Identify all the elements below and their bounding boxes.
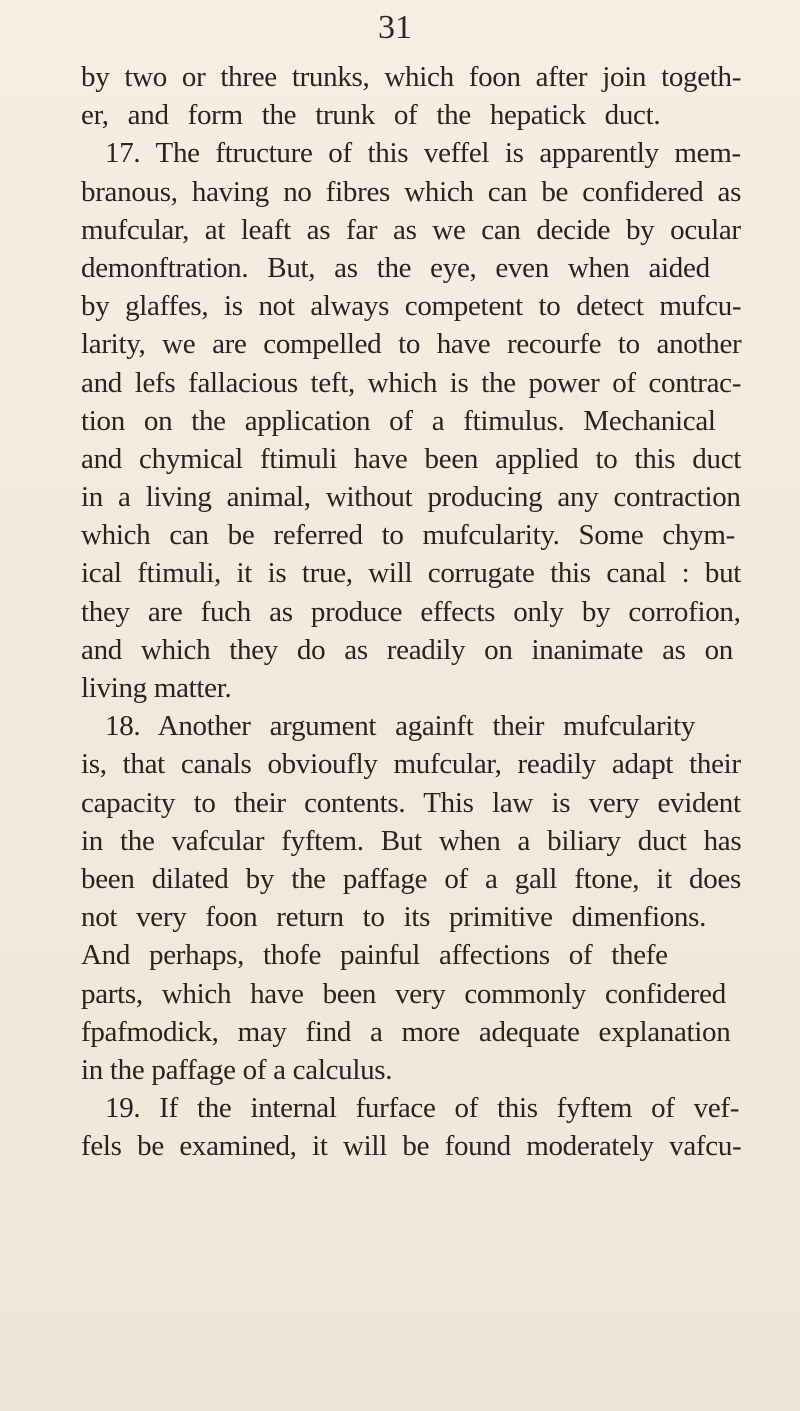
text-line: by glaffes, is not always competent to detect mufcu-: [81, 290, 742, 323]
text-line: not very foon return to its primitive dimenfions.: [81, 901, 707, 934]
text-line: is, that canals obvioufly mufcular, readily adapt their: [81, 748, 741, 781]
body-text: [81, 58, 741, 1165]
page-number: 31: [378, 9, 412, 46]
text-line: 17. The ftructure of this veffel is apparently mem-: [105, 137, 741, 170]
text-line: by two or three trunks, which foon after join togeth-: [81, 61, 742, 93]
text-line: and which they do as readily on inanimate as on: [81, 633, 733, 666]
text-line: ical ftimuli, it is true, will corrugate this canal : but: [81, 557, 742, 590]
text-line: branous, having no fibres which can be confidered as: [81, 175, 742, 208]
text-line: they are fuch as produce effects only by corrofion,: [81, 595, 741, 628]
text-line: mufcular, at leaft as far as we can decide by ocular: [81, 213, 741, 246]
text-line: 18. Another argument againft their mufcularity: [105, 710, 696, 743]
text-line: And perhaps, thofe painful affections of thefe: [81, 939, 668, 972]
text-line: tion on the application of a ftimulus. Mechanical: [81, 404, 716, 437]
text-line: parts, which have been very commonly confidered: [81, 977, 726, 1010]
text-line: and chymical ftimuli have been applied to this duct: [81, 442, 742, 475]
text-line: fpafmodick, may find a more adequate explanation: [81, 1015, 731, 1048]
text-line: in a living animal, without producing any contraction: [81, 481, 741, 514]
text-line: living matter.: [81, 672, 232, 704]
text-line: been dilated by the paffage of a gall ftone, it does: [81, 862, 742, 895]
text-line: 19. If the internal furface of this fyftem of vef-: [105, 1092, 740, 1125]
text-line: in the paffage of a calculus.: [81, 1053, 393, 1086]
text-line: which can be referred to mufcularity. Some chym-: [81, 519, 735, 552]
text-line: capacity to their contents. This law is very evident: [81, 786, 741, 819]
text-line: fels be examined, it will be found moderately vafcu-: [81, 1130, 742, 1163]
text-line: and lefs fallacious teft, which is the power of contrac-: [81, 366, 742, 399]
text-line: larity, we are compelled to have recourfe to another: [81, 328, 742, 361]
text-line: in the vafcular fyftem. But when a biliary duct has: [81, 824, 742, 857]
text-line: demonftration. But, as the eye, even when aided: [81, 251, 710, 284]
text-line: er, and form the trunk of the hepatick duct.: [81, 99, 661, 132]
